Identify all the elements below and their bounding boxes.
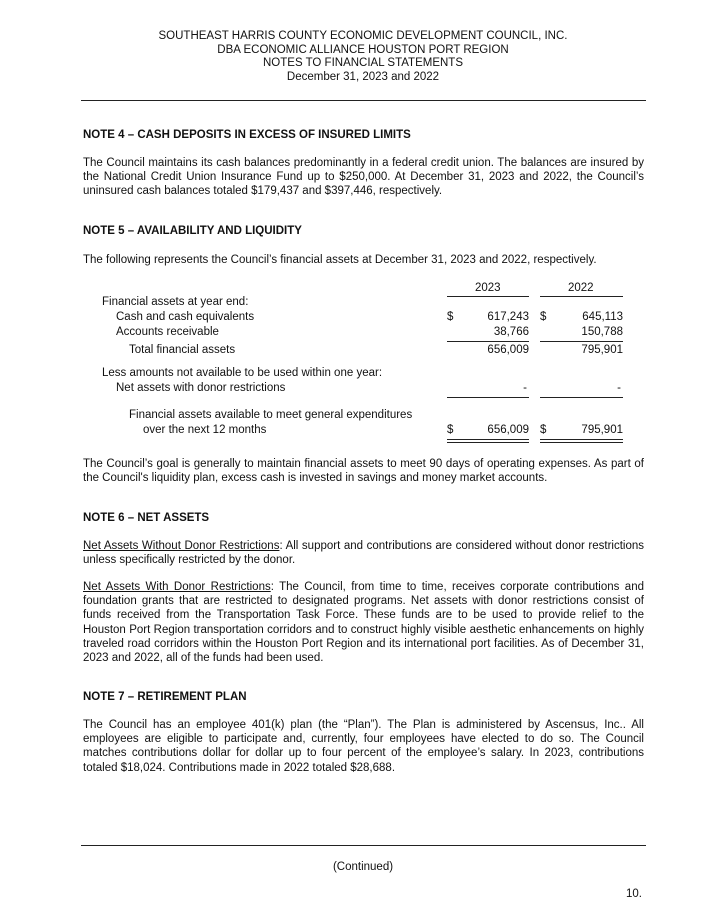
total-financial-assets-2023: 656,009 (487, 344, 529, 356)
cash-currency-2023: $ (447, 311, 454, 323)
footer-rule (81, 845, 646, 846)
subtotal-line-2022 (540, 341, 623, 342)
note4-text: The Council maintains its cash balances predominantly in a federal credit union. The balances are insured by the National Credit Union Insurance Fund up to $250,000. At December 31, 2023 and 2022, the Council’s uninsured cash balances totaled $179,437 and $397,446, respectively. (83, 157, 644, 198)
net-assets-with-paragraph (83, 580, 644, 665)
note5-intro: The following represents the Council’s financial assets at December 31, 2023 and 2022, respectively. (83, 254, 597, 266)
cash-2023: 617,243 (487, 311, 529, 323)
organization-name: SOUTHEAST HARRIS COUNTY ECONOMIC DEVELOPMENT COUNCIL, INC. (158, 30, 568, 42)
net-assets-with-text: : The Council, from time to time, receives corporate contributions and foundation grants that are restricted to designated programs. Net assets with donor restrictions consist of funds received from the Transportation Task Force. These funds are to be used to provide relief to the Houston Port Region transportation corridors and to construct highly visible aesthetic enhancements on highly traveled road corridors within the Houston Port Region and its international port facilities. As of December 31, 2023 and 2022, all of the funds had been used. (83, 581, 644, 665)
column-header-2023: 2023 (475, 282, 501, 294)
net-assets-with-title: Net Assets With Donor Restrictions (83, 581, 271, 593)
accounts-receivable-2023: 38,766 (493, 326, 529, 338)
note7-text: The Council has an employee 401(k) plan (the “Plan”). The Plan is administered by Ascensus, Inc.. All employees are eligible to participate and, currently, four employees have elected to do so. The Council matches contributions dollar for dollar up to four percent of the employee’s salary. In 2023, contributions totaled $18,024. Contributions made in 2022 totaled $28,688. (83, 719, 644, 774)
net-assets-without-title: Net Assets Without Donor Restrictions (83, 540, 280, 552)
double-line-bottom-2022 (540, 442, 623, 443)
available-2022: 795,901 (581, 424, 623, 436)
note4-heading: NOTE 4 – CASH DEPOSITS IN EXCESS OF INSURED LIMITS (83, 129, 411, 141)
document-date: December 31, 2023 and 2022 (286, 70, 440, 83)
donor-line-2023 (447, 397, 529, 398)
continued-label: (Continued) (332, 861, 394, 873)
available-2023: 656,009 (487, 424, 529, 436)
donor-restrictions-2022: - (617, 382, 621, 394)
subtotal-line-2023 (447, 341, 529, 342)
accounts-receivable-label: Accounts receivable (116, 326, 219, 338)
accounts-receivable-2022: 150,788 (581, 326, 623, 338)
available-currency-2022: $ (540, 424, 547, 436)
page-number: 10. (626, 888, 642, 900)
total-financial-assets-2022: 795,901 (581, 344, 623, 356)
available-label-line1: Financial assets available to meet general expenditures (129, 409, 413, 421)
report-header (0, 30, 726, 84)
net-assets-without-text: : All support and contributions are considered without donor restrictions unless specifically restricted by the donor. (83, 540, 645, 567)
document-title: NOTES TO FINANCIAL STATEMENTS (263, 57, 463, 69)
donor-restrictions-label: Net assets with donor restrictions (116, 382, 286, 394)
cash-label: Cash and cash equivalents (116, 311, 255, 323)
cash-currency-2022: $ (540, 311, 547, 323)
note6-heading: NOTE 6 – NET ASSETS (83, 512, 210, 524)
donor-line-2022 (540, 397, 623, 398)
total-financial-assets-label: Total financial assets (129, 344, 236, 356)
header-rule (81, 100, 646, 101)
double-line-top-2023 (447, 439, 529, 440)
donor-restrictions-2023: - (523, 382, 527, 394)
double-line-bottom-2023 (447, 442, 529, 443)
double-line-top-2022 (540, 439, 623, 440)
net-assets-without-paragraph (83, 539, 644, 567)
financial-assets-label: Financial assets at year end: (102, 296, 249, 308)
column-header-2022: 2022 (568, 282, 594, 294)
column-underline-2022 (540, 296, 623, 297)
column-underline-2023 (447, 296, 529, 297)
less-amounts-label: Less amounts not available to be used within one year: (102, 367, 383, 379)
organization-dba: DBA ECONOMIC ALLIANCE HOUSTON PORT REGION (217, 43, 509, 56)
liquidity-goal-text: The Council’s goal is generally to maintain financial assets to meet 90 days of operating expenses. As part of the Council's liquidity plan, excess cash is invested in savings and money market accounts. (83, 458, 644, 485)
cash-2022: 645,113 (582, 311, 623, 323)
available-label-line2: over the next 12 months (143, 424, 267, 436)
note5-heading: NOTE 5 – AVAILABILITY AND LIQUIDITY (83, 225, 302, 237)
note7-heading: NOTE 7 – RETIREMENT PLAN (83, 691, 247, 703)
available-currency-2023: $ (447, 424, 454, 436)
